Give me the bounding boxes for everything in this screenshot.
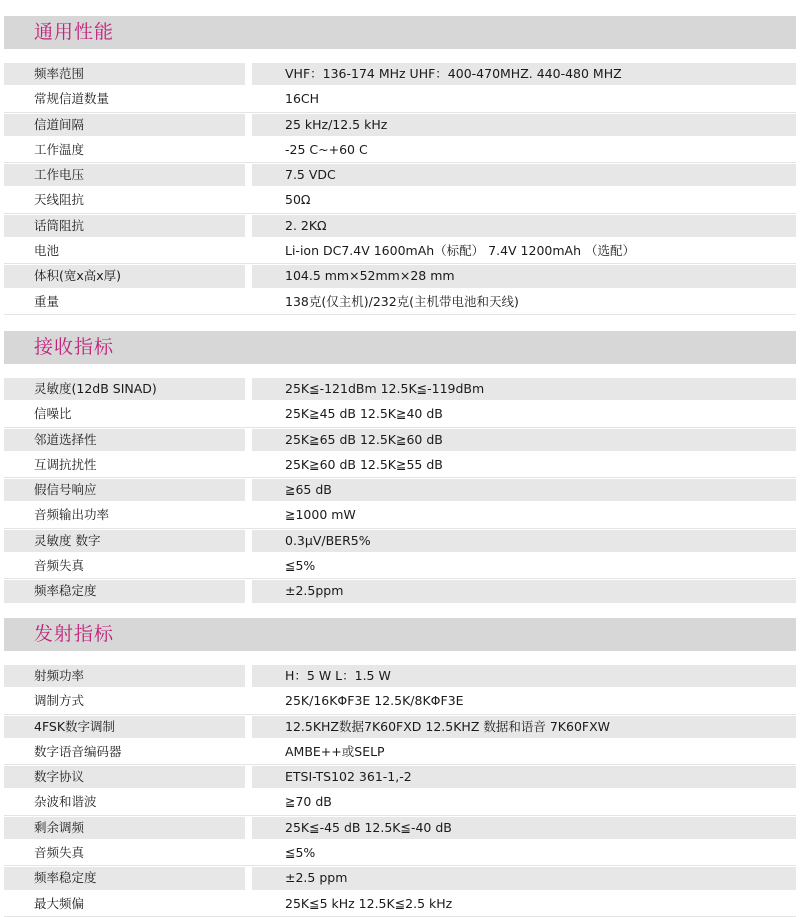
row-value: ±2.5 ppm xyxy=(252,867,796,889)
row-label: 音频输出功率 xyxy=(4,504,245,526)
row-label: 电池 xyxy=(4,240,245,262)
row-label: 重量 xyxy=(4,291,245,313)
row-value: AMBE++或SELP xyxy=(252,741,796,763)
section-title: 发射指标 xyxy=(4,618,796,651)
row-label: 频率稳定度 xyxy=(4,867,245,889)
table-row xyxy=(4,428,796,453)
row-value: 2. 2KΩ xyxy=(252,215,796,237)
row-value: H：5 W L：1.5 W xyxy=(252,665,796,687)
table-row xyxy=(4,866,796,891)
row-label: 工作温度 xyxy=(4,139,245,161)
row-value: 104.5 mm×52mm×28 mm xyxy=(252,265,796,287)
table-row xyxy=(4,715,796,740)
row-label: 互调抗扰性 xyxy=(4,454,245,476)
row-value: -25 C~+60 C xyxy=(252,139,796,161)
row-value: 25K≧45 dB 12.5K≧40 dB xyxy=(252,403,796,425)
table-row xyxy=(4,264,796,289)
table-row xyxy=(4,62,796,87)
row-value: 25 kHz/12.5 kHz xyxy=(252,114,796,136)
row-label: 音频失真 xyxy=(4,842,245,864)
row-label: 天线阻抗 xyxy=(4,189,245,211)
row-label: 数字协议 xyxy=(4,766,245,788)
row-label: 灵敏度 数字 xyxy=(4,530,245,552)
row-label: 剩余调频 xyxy=(4,817,245,839)
row-value: ≧70 dB xyxy=(252,791,796,813)
table-row xyxy=(4,790,796,815)
row-label: 常规信道数量 xyxy=(4,88,245,110)
row-label: 假信号响应 xyxy=(4,479,245,501)
row-value: ≦5% xyxy=(252,842,796,864)
row-label: 数字语音编码器 xyxy=(4,741,245,763)
table-row xyxy=(4,87,796,112)
table-row xyxy=(4,290,796,315)
row-label: 灵敏度(12dB SINAD) xyxy=(4,378,245,400)
row-value: 25K≦-121dBm 12.5K≦-119dBm xyxy=(252,378,796,400)
row-label: 4FSK数字调制 xyxy=(4,716,245,738)
table-row xyxy=(4,214,796,239)
table-row xyxy=(4,841,796,866)
table-row xyxy=(4,113,796,138)
table-row xyxy=(4,503,796,528)
row-value: Li-ion DC7.4V 1600mAh（标配） 7.4V 1200mAh （选配） xyxy=(252,240,796,262)
row-value: ≧65 dB xyxy=(252,479,796,501)
row-label: 音频失真 xyxy=(4,555,245,577)
section-receive xyxy=(4,331,796,605)
row-label: 杂波和谐波 xyxy=(4,791,245,813)
row-value: ±2.5ppm xyxy=(252,580,796,602)
section-title: 通用性能 xyxy=(4,16,796,49)
table-row xyxy=(4,529,796,554)
table-row xyxy=(4,377,796,402)
table-row xyxy=(4,478,796,503)
row-value: ≧1000 mW xyxy=(252,504,796,526)
row-value: 7.5 VDC xyxy=(252,164,796,186)
row-value: 25K/16KΦF3E 12.5K/8KΦF3E xyxy=(252,690,796,712)
row-value: VHF：136-174 MHz UHF：400-470MHZ. 440-480 MHZ xyxy=(252,63,796,85)
row-label: 邻道选择性 xyxy=(4,429,245,451)
row-label: 频率稳定度 xyxy=(4,580,245,602)
table-row xyxy=(4,188,796,213)
table-row xyxy=(4,402,796,427)
table-row xyxy=(4,579,796,604)
row-value: 12.5KHZ数据7K60FXD 12.5KHZ 数据和语音 7K60FXW xyxy=(252,716,796,738)
table-row xyxy=(4,239,796,264)
row-value: 0.3μV/BER5% xyxy=(252,530,796,552)
row-label: 工作电压 xyxy=(4,164,245,186)
table-row xyxy=(4,740,796,765)
row-label: 调制方式 xyxy=(4,690,245,712)
row-label: 最大频偏 xyxy=(4,893,245,915)
row-value: ETSI-TS102 361-1,-2 xyxy=(252,766,796,788)
row-label: 射频功率 xyxy=(4,665,245,687)
row-value: 25K≧60 dB 12.5K≧55 dB xyxy=(252,454,796,476)
table-row xyxy=(4,892,796,917)
row-label: 信道间隔 xyxy=(4,114,245,136)
row-label: 频率范围 xyxy=(4,63,245,85)
row-label: 体积(宽x高x厚) xyxy=(4,265,245,287)
row-value: 138克(仅主机)/232克(主机带电池和天线) xyxy=(252,291,796,313)
row-value: 25K≦-45 dB 12.5K≦-40 dB xyxy=(252,817,796,839)
table-row xyxy=(4,453,796,478)
section-transmit xyxy=(4,618,796,917)
row-value: 50Ω xyxy=(252,189,796,211)
table-row xyxy=(4,664,796,689)
table-row xyxy=(4,816,796,841)
table-row xyxy=(4,689,796,714)
row-value: ≦5% xyxy=(252,555,796,577)
table-row xyxy=(4,163,796,188)
row-value: 25K≦5 kHz 12.5K≦2.5 kHz xyxy=(252,893,796,915)
row-label: 信噪比 xyxy=(4,403,245,425)
row-value: 25K≧65 dB 12.5K≧60 dB xyxy=(252,429,796,451)
section-general xyxy=(4,16,796,315)
row-label: 话筒阻抗 xyxy=(4,215,245,237)
table-row xyxy=(4,554,796,579)
table-row xyxy=(4,138,796,163)
table-row xyxy=(4,765,796,790)
row-value: 16CH xyxy=(252,88,796,110)
section-title: 接收指标 xyxy=(4,331,796,364)
